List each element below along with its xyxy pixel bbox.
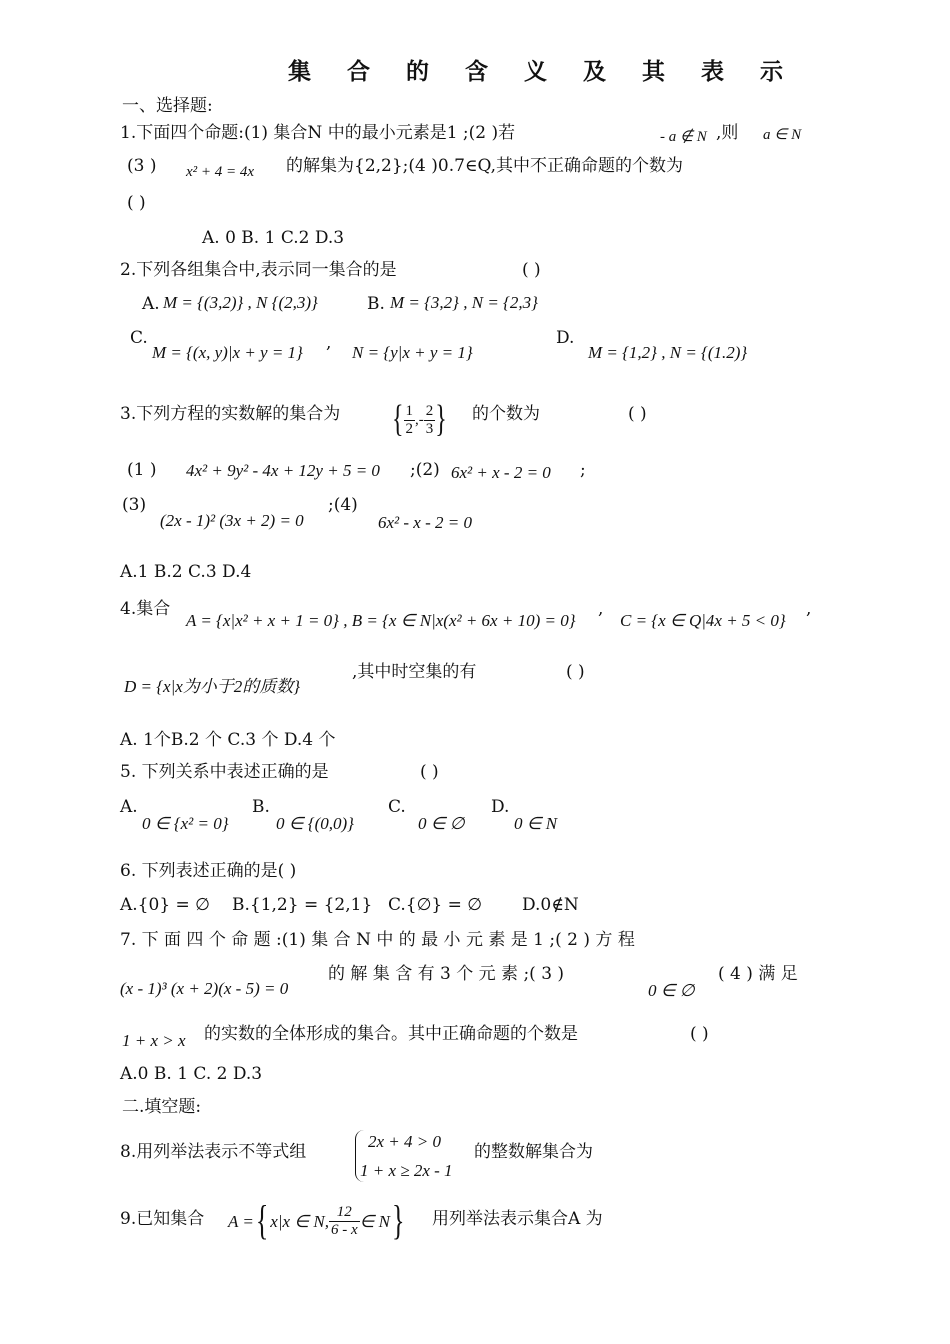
q7-line-3: 的实数的全体形成的集合。其中正确命题的个数是	[204, 1024, 578, 1044]
q8-stem: 8.用列举法表示不等式组	[120, 1142, 307, 1162]
q1-text-c: 的解集为{2,2};(4 )0.7∈Q,其中不正确命题的个数为	[286, 156, 683, 176]
q3-label-4: ;(4)	[328, 495, 358, 515]
q3-solution-set: { $\frac{1}{2}$ ,- $\frac{2}{3}$ }	[392, 399, 447, 441]
q6-option-a: A.{0} = ∅	[120, 895, 210, 915]
q4-tail: ,其中时空集的有	[352, 662, 477, 682]
q2-option-b: M = {3,2} , N = {2,3}	[390, 293, 538, 312]
q6-option-b: B.{1,2} = {2,1}	[232, 895, 373, 915]
q2-option-d-label: D.	[556, 328, 575, 348]
q5-answer-paren: ( )	[420, 762, 439, 782]
q3-equation-3: (2x - 1)² (3x + 2) = 0	[160, 511, 304, 530]
q2-option-b-label: B.	[367, 294, 385, 314]
q5-option-d: 0 ∈ N	[514, 814, 558, 833]
q4-options: A. 1个B.2 个 C.3 个 D.4 个	[120, 730, 336, 750]
q8-inequality-2: 1 + x ≥ 2x - 1	[360, 1161, 453, 1180]
q1-text-b: ,则	[716, 123, 739, 143]
q7-condition-3: 0 ∈ ∅	[648, 981, 695, 1000]
q2-option-a: M = {(3,2)} , N {(2,3)}	[163, 293, 318, 312]
q3-fraction-2: $\frac{2}{3}$	[425, 403, 434, 437]
q5-option-c-label: C.	[388, 797, 406, 817]
q7-item-4: ( 4 ) 满 足	[718, 964, 798, 984]
q3-stem: 3.下列方程的实数解的集合为	[120, 404, 341, 424]
q1-item3: (3 )	[127, 156, 157, 176]
q7-answer-paren: ( )	[690, 1024, 709, 1044]
q3-equation-1: 4x² + 9y² - 4x + 12y + 5 = 0	[186, 461, 380, 480]
q2-option-c-label: C.	[130, 328, 148, 348]
q4-set-c: C = {x ∈ Q|4x + 5 < 0}	[620, 611, 786, 630]
q7-equation: (x - 1)³ (x + 2)(x - 5) = 0	[120, 979, 289, 998]
q1-equation: x² + 4 = 4x	[186, 164, 255, 180]
q4-answer-paren: ( )	[566, 662, 585, 682]
page-title: 集 合 的 含 义 及 其 表 示	[288, 58, 798, 85]
q2-comma: ,	[326, 333, 332, 353]
q2-option-c-n: N = {y|x + y = 1}	[352, 343, 473, 362]
q3-fraction-1: $\frac{1}{2}$	[405, 403, 414, 437]
q7-line-2: 的 解 集 含 有 3 个 元 素 ;( 3 )	[328, 964, 565, 984]
q4-comma-2: ,	[806, 599, 812, 619]
q5-option-d-label: D.	[491, 797, 510, 817]
q8-inequality-1: 2x + 4 > 0	[368, 1132, 441, 1151]
section-heading-fill: 二.填空题:	[122, 1097, 202, 1117]
q1-condition: - a ∉ N	[660, 129, 707, 145]
q4-set-d: D = {x|x为小于2的质数}	[124, 677, 301, 696]
q3-options: A.1 B.2 C.3 D.4	[120, 562, 252, 582]
q3-label-3: (3)	[122, 495, 147, 515]
q7-options: A.0 B. 1 C. 2 D.3	[120, 1064, 263, 1084]
q6-option-d: D.0∉N	[522, 895, 579, 915]
q9-stem: 9.已知集合	[120, 1209, 205, 1229]
q3-semicolon: ;	[580, 460, 586, 480]
q5-stem: 5. 下列关系中表述正确的是	[120, 762, 329, 782]
q3-equation-4: 6x² - x - 2 = 0	[378, 513, 472, 532]
q5-option-b-label: B.	[252, 797, 270, 817]
q1-options: A. 0 B. 1 C.2 D.3	[202, 228, 345, 248]
q6-option-c: C.{∅} = ∅	[388, 895, 483, 915]
q1-answer-paren: ( )	[127, 193, 146, 213]
q4-stem: 4.集合	[120, 599, 171, 619]
q6-stem: 6. 下列表述正确的是( )	[120, 861, 297, 881]
q2-stem: 2.下列各组集合中,表示同一集合的是	[120, 260, 397, 280]
q1-text-a: 1.下面四个命题:(1) 集合N 中的最小元素是1 ;(2 )若	[120, 123, 516, 143]
q2-answer-paren: ( )	[522, 260, 541, 280]
q4-comma: ,	[598, 599, 604, 619]
q5-option-a-label: A.	[120, 797, 138, 817]
q4-sets-a-b: A = {x|x² + x + 1 = 0} , B = {x ∈ N|x(x² + 6x + 10) = 0}	[186, 611, 576, 630]
q5-option-b: 0 ∈ {(0,0)}	[276, 814, 354, 833]
q8-tail: 的整数解集合为	[474, 1142, 593, 1162]
q5-option-c: 0 ∈ ∅	[418, 814, 465, 833]
q1-conclusion: a ∈ N	[763, 127, 802, 143]
q7-inequality: 1 + x > x	[122, 1031, 186, 1050]
q9-tail: 用列举法表示集合A 为	[432, 1209, 603, 1229]
q3-tail: 的个数为	[472, 404, 540, 424]
section-heading-choice: 一、选择题:	[122, 96, 213, 116]
q5-option-a: 0 ∈ {x² = 0}	[142, 814, 229, 833]
q3-label-1: (1 )	[127, 460, 157, 480]
q3-label-2: ;(2)	[410, 460, 440, 480]
q9-fraction: $\frac{12}{6 - x}$	[330, 1204, 358, 1238]
q2-option-c-m: M = {(x, y)|x + y = 1}	[152, 343, 303, 362]
q7-line-1: 7. 下 面 四 个 命 题 :(1) 集 合 N 中 的 最 小 元 素 是 1 ;( 2 ) 方 程	[120, 930, 635, 950]
q9-set-expression: A = { x|x ∈ N, $\frac{12}{6 - x}$ ∈ N }	[228, 1197, 405, 1244]
q3-equation-2: 6x² + x - 2 = 0	[451, 463, 551, 482]
q3-answer-paren: ( )	[628, 404, 647, 424]
q2-option-d: M = {1,2} , N = {(1.2)}	[588, 343, 748, 362]
q2-option-a-label: A.	[142, 294, 160, 314]
